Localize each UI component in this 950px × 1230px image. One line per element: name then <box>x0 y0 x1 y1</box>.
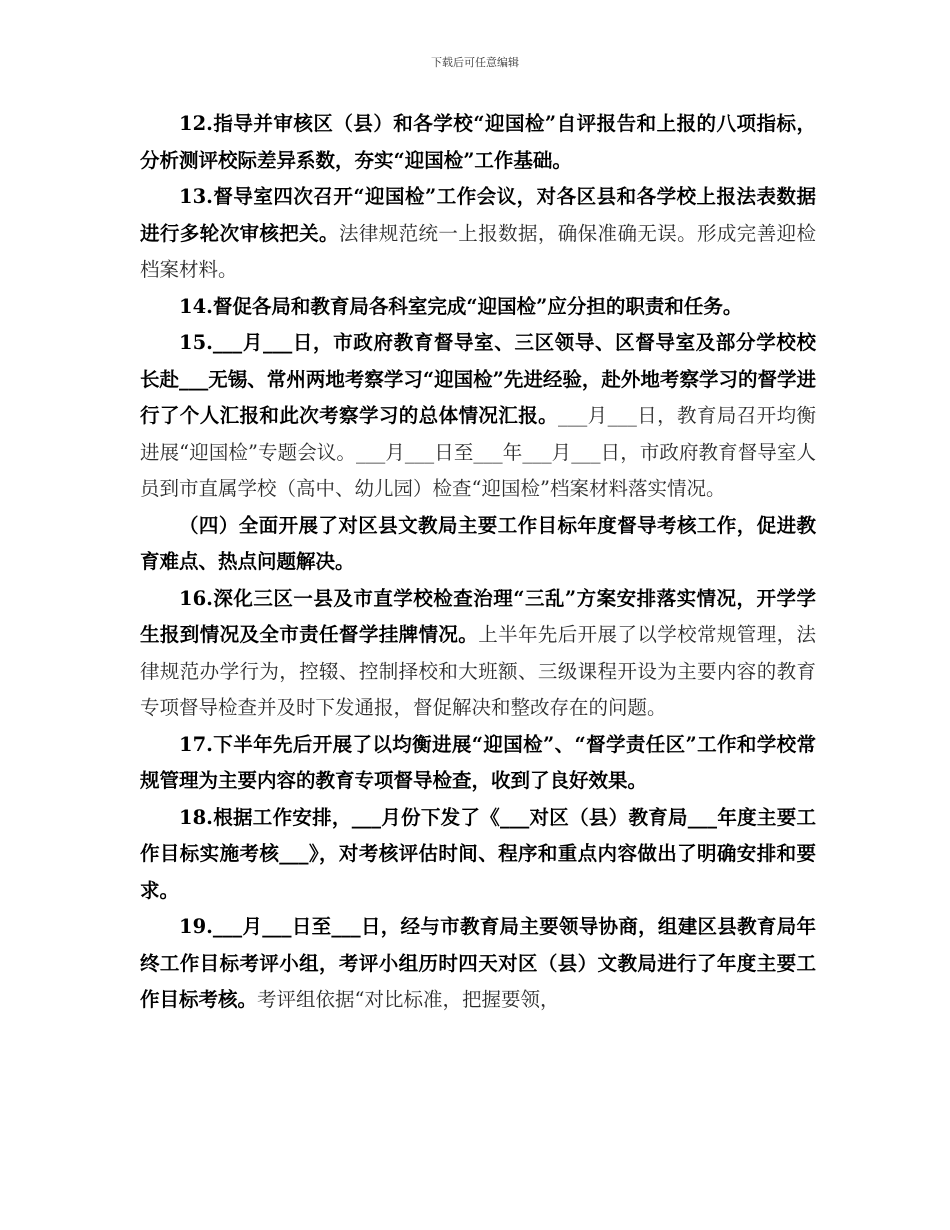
paragraph-18-bold: 18.根据工作安排，___月份下发了《___对区（县）教育局___年度主要工作目标实施考核___》，对考核评估时间、程序和重点内容做出了明确安排和要求。 <box>140 805 816 902</box>
paragraph-13 <box>140 179 816 289</box>
paragraph-14-bold: 14.督促各局和教育局各科室完成“迎国检”应分担的职责和任务。 <box>179 294 743 318</box>
paragraph-15-normal: ___月___日，教育局召开均衡进展“迎国检”专题会议。___月___日至___年___月___日，市政府教育督导室人员到市直属学校（高中、幼儿园）检查“迎国检”档案材料落实情况。 <box>140 404 816 500</box>
paragraph-18 <box>140 800 816 910</box>
section-heading-4-bold: （四）全面开展了对区县文教局主要工作目标年度督导考核工作，促进教育难点、热点问题解决。 <box>140 513 816 573</box>
paragraph-16-bold: 16.深化三区一县及市直学校检查治理“三乱”方案安排落实情况，开学学生报到情况及全市责任督学挂牌情况。 <box>140 586 816 646</box>
paragraph-16-normal: 上半年先后开展了以学校常规管理，法律规范办学行为，控辍、控制择校和大班额、三级课程开设为主要内容的教育专项督导检查并及时下发通报，督促解决和整改存在的问题。 <box>140 623 816 719</box>
section-heading-4 <box>140 508 816 581</box>
paragraph-15 <box>140 325 816 508</box>
paragraph-15-bold: 15.___月___日，市政府教育督导室、三区领导、区督导室及部分学校校长赴___无锡、常州两地考察学习“迎国检”先进经验，赴外地考察学习的督学进行了个人汇报和此次考察学习的总体情况汇报。 <box>140 331 816 427</box>
paragraph-19-bold: 19.___月___日至___日，经与市教育局主要领导协商，组建区县教育局年终工作目标考评小组，考评小组历时四天对区（县）文教局进行了年度主要工作目标考核。 <box>140 915 816 1011</box>
paragraph-17-bold: 17.下半年先后开展了以均衡进展“迎国检”、“督学责任区”工作和学校常规管理为主要内容的教育专项督导检查，收到了良好效果。 <box>140 732 816 792</box>
paragraph-13-normal: 法律规范统一上报数据，确保准确无误。形成完善迎检档案材料。 <box>140 221 816 281</box>
page-header: 下载后可任意编辑 <box>431 56 519 69</box>
paragraph-14 <box>140 289 816 326</box>
paragraph-12-bold: 12.指导并审核区（县）和各学校“迎国检”自评报告和上报的八项指标，分析测评校际差异系数，夯实“迎国检”工作基础。 <box>140 112 816 172</box>
paragraph-12 <box>140 106 816 179</box>
paragraph-17 <box>140 727 816 800</box>
paragraph-13-bold: 13.督导室四次召开“迎国检”工作会议，对各区县和各学校上报法表数据进行多轮次审核把关。 <box>140 185 816 245</box>
paragraph-19-normal: 考评组依据“对比标准，把握要领， <box>257 988 560 1011</box>
paragraph-16 <box>140 581 816 727</box>
paragraph-19 <box>140 909 816 1019</box>
document-body <box>140 106 816 1019</box>
